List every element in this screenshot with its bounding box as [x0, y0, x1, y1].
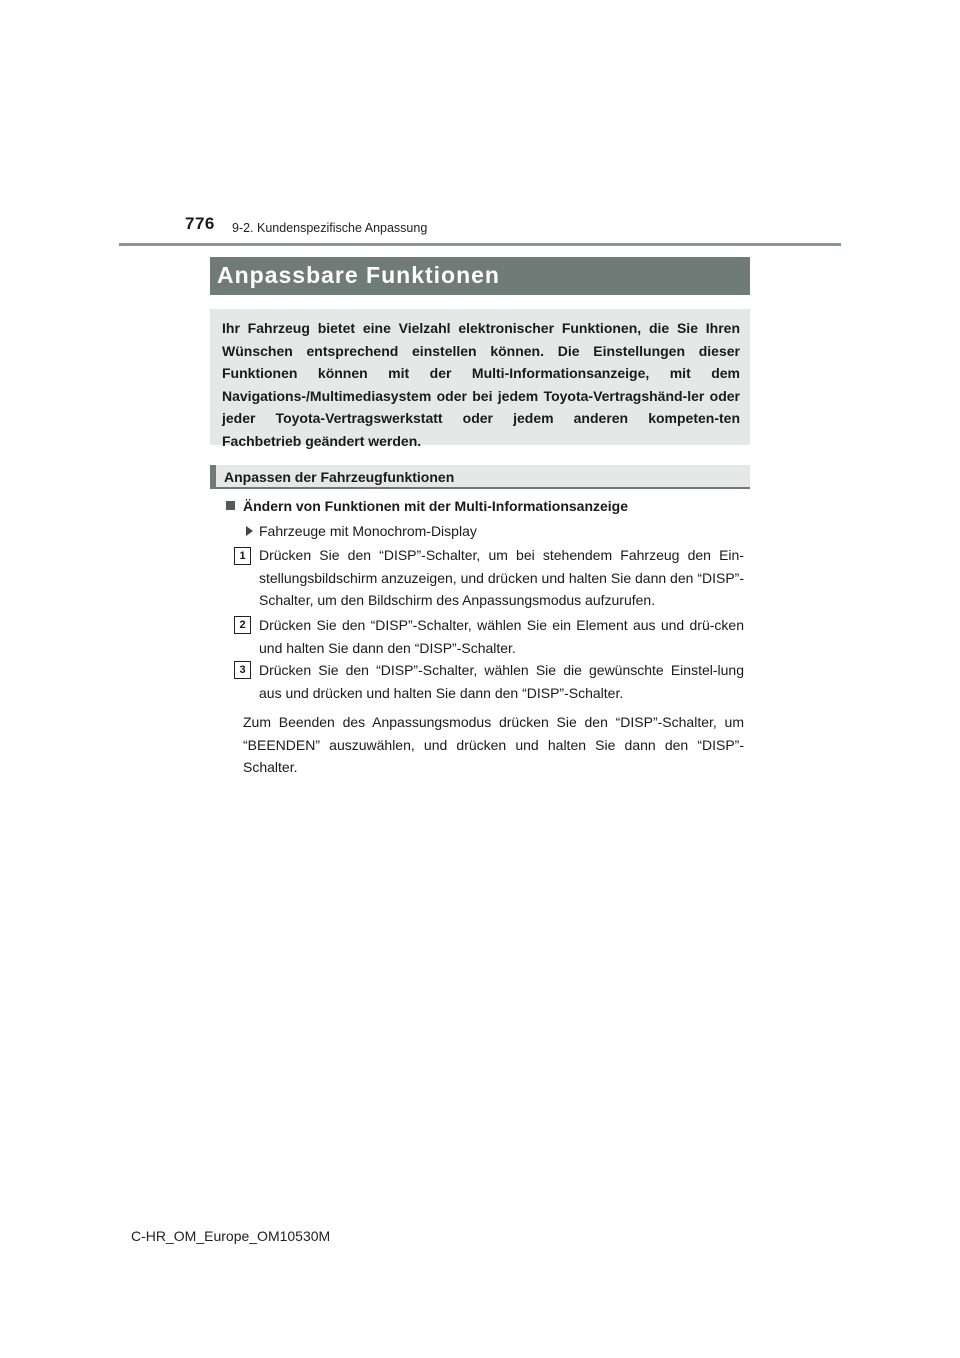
footer-doc-id: C-HR_OM_Europe_OM10530M — [131, 1228, 331, 1244]
intro-paragraph: Ihr Fahrzeug bietet eine Vielzahl elektronischer Funktionen, die Sie Ihren Wünschen entsprechend einstellen können. Die Einstellungen dieser Funktionen können mit der Multi-Informationsanzeige, mit dem Navigations-/Multimediasystem oder bei jedem Toyota-Vertragshänd-ler oder jeder Toyota-Vertragswerkstatt oder jedem anderen kompeten-ten Fachbetrieb geändert werden. — [210, 309, 750, 445]
step-number-2: 2 — [234, 616, 251, 634]
header-divider — [119, 243, 841, 246]
vehicle-variant: Fahrzeuge mit Monochrom-Display — [259, 523, 477, 539]
triangle-bullet-icon — [246, 526, 253, 536]
chapter-title: 9-2. Kundenspezifische Anpassung — [232, 221, 428, 235]
step-text-2: Drücken Sie den “DISP”-Schalter, wählen Sie ein Element aus und drü-cken und halten Sie dann den “DISP”-Schalter. — [259, 617, 744, 656]
closing-paragraph: Zum Beenden des Anpassungsmodus drücken Sie den “DISP”-Schalter, um “BEENDEN” auszuwählen, und drücken und halten Sie dann den “DISP”-Schalter. — [243, 714, 744, 776]
square-bullet-icon — [226, 501, 235, 510]
page-number: 776 — [185, 214, 215, 233]
step-text-1: Drücken Sie den “DISP”-Schalter, um bei stehendem Fahrzeug den Ein-stellungsbildschirm anzuzeigen, und drücken und halten Sie dann den “DISP”-Schalter, um den Bildschirm des Anpassungsmodus aufzurufen. — [259, 547, 744, 609]
step-number-3: 3 — [234, 661, 251, 679]
step-number-1: 1 — [234, 547, 251, 565]
section-accent — [210, 465, 216, 489]
step-text-3: Drücken Sie den “DISP”-Schalter, wählen Sie die gewünschte Einstel-lung aus und drücken und halten Sie dann den “DISP”-Schalter. — [259, 662, 744, 701]
section-heading: Anpassen der Fahrzeugfunktionen — [224, 469, 455, 485]
page-title: Anpassbare Funktionen — [210, 257, 750, 295]
subsection-heading: Ändern von Funktionen mit der Multi-Informationsanzeige — [243, 498, 629, 514]
